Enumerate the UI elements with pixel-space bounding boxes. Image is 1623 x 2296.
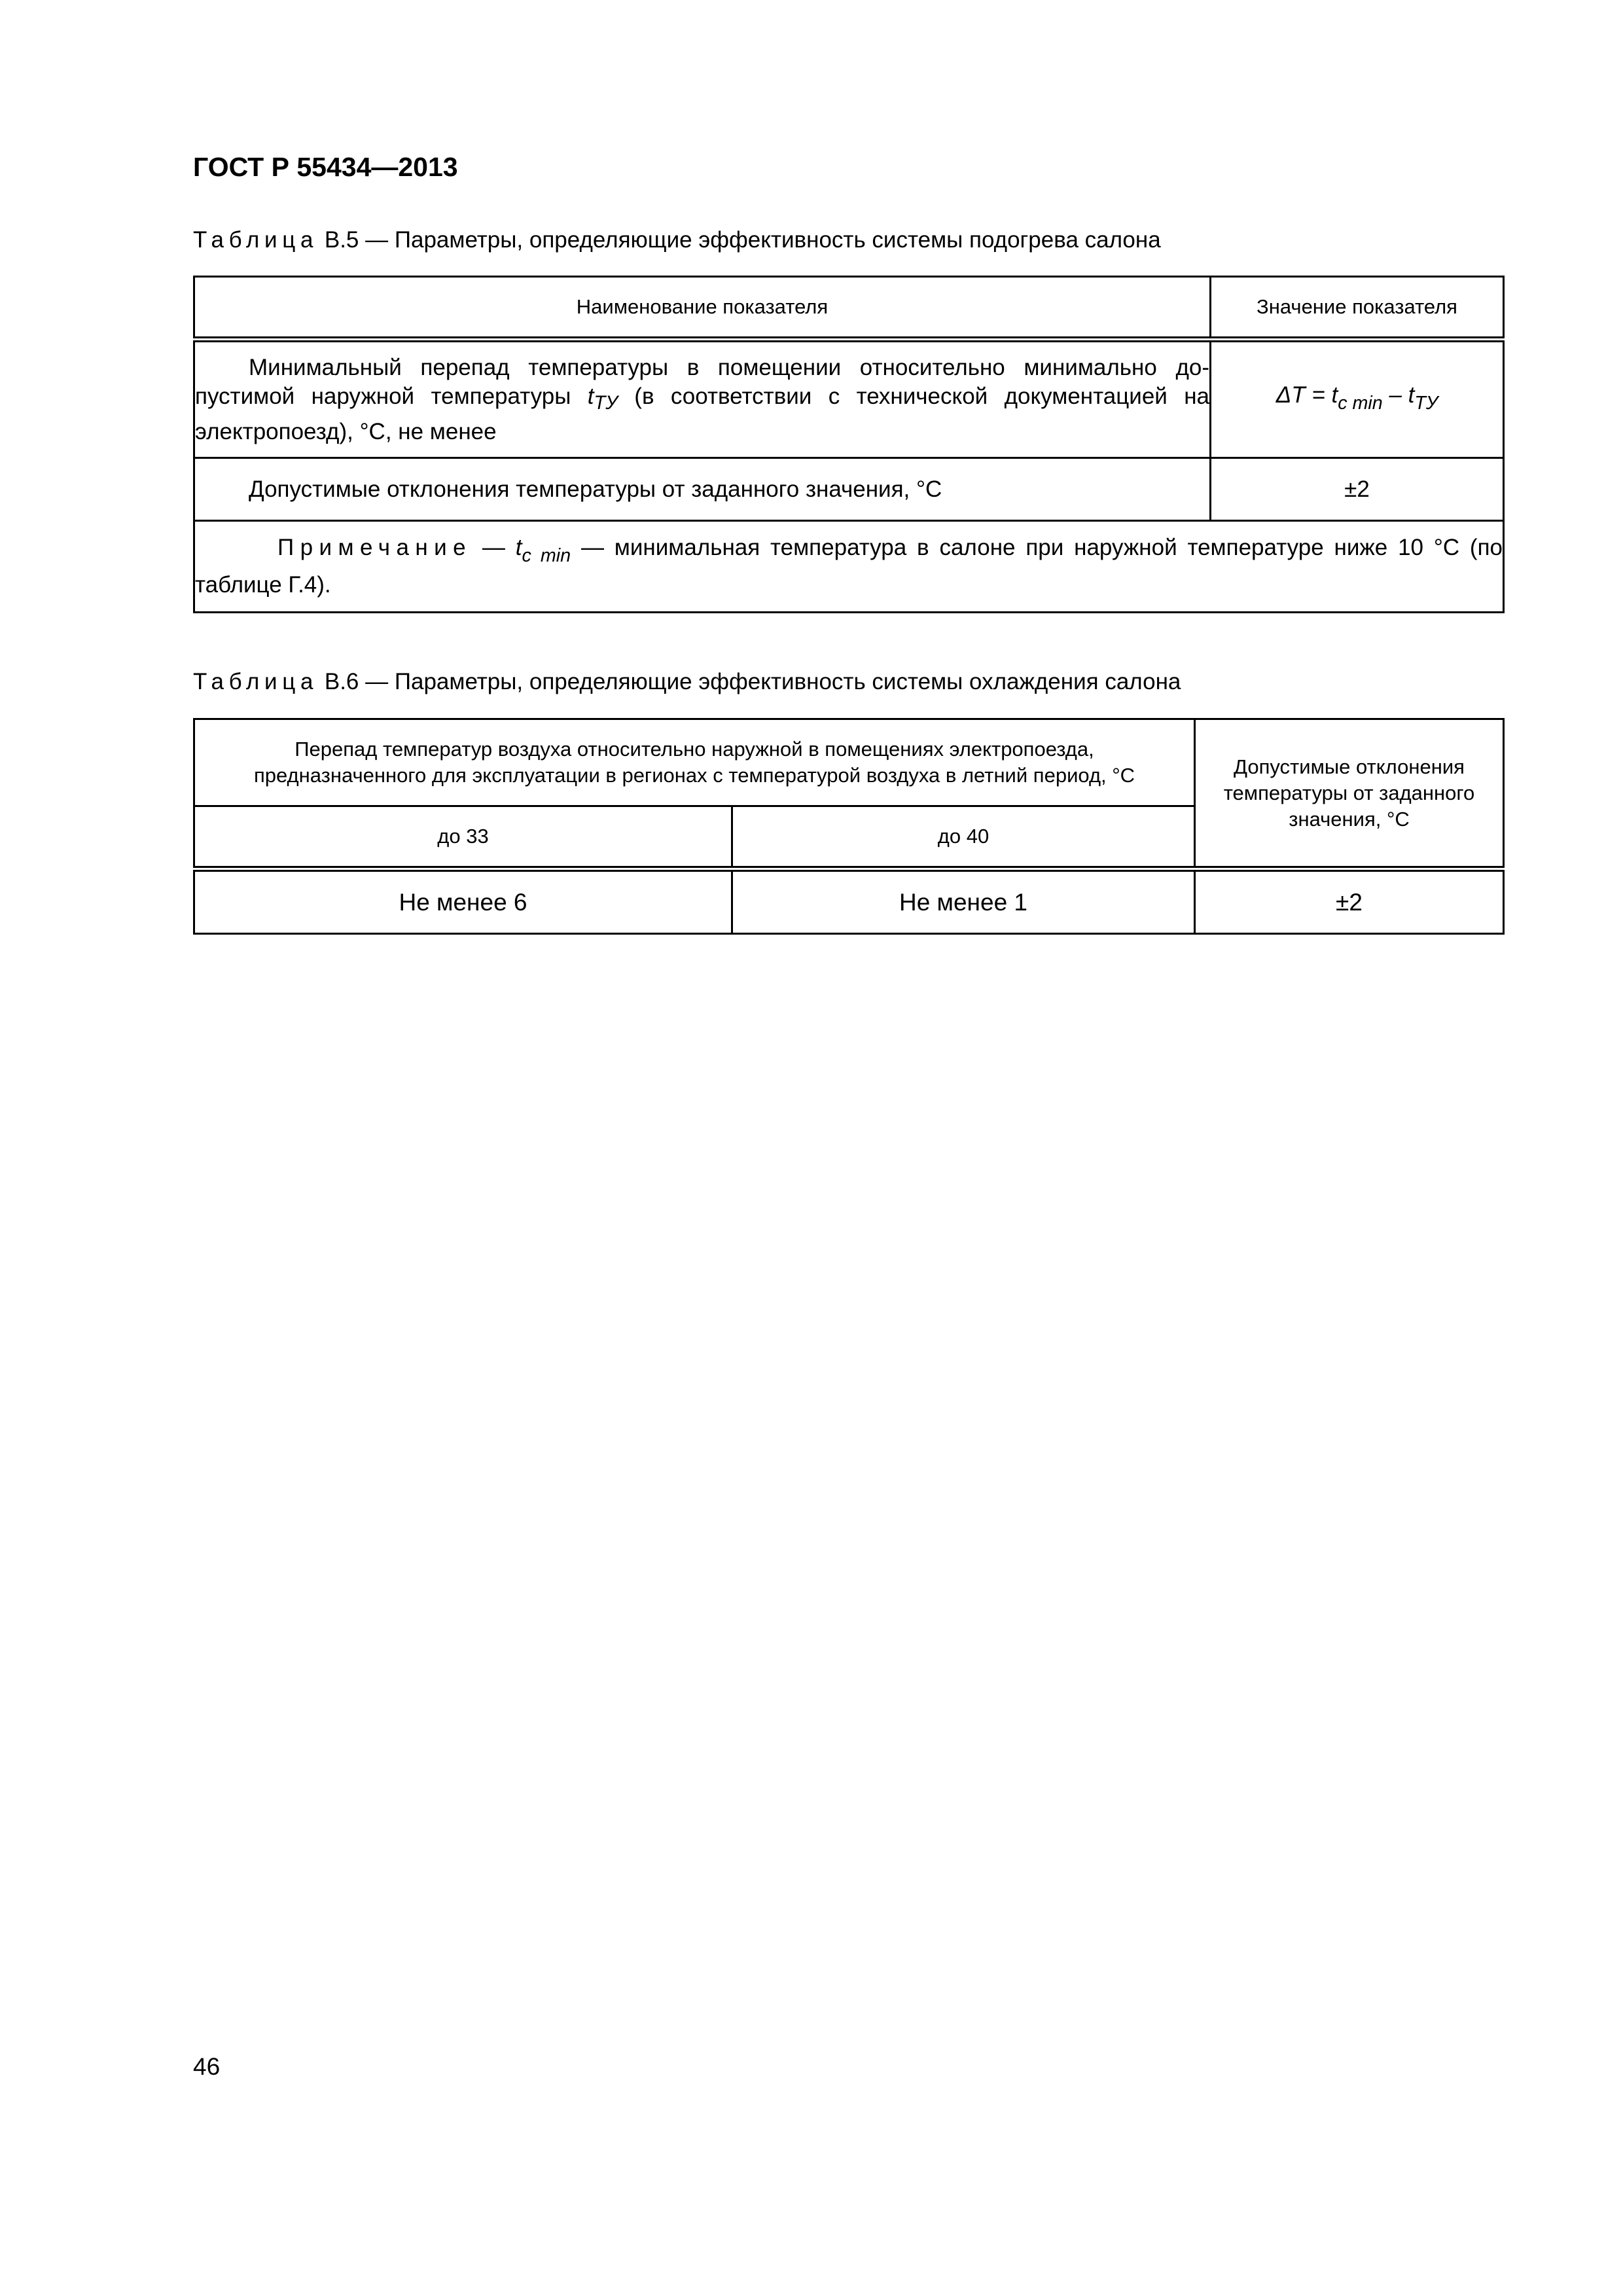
table-row [194,340,1504,458]
document-standard-number: ГОСТ Р 55434—2013 [193,152,458,182]
table-b6-subheader-33: до 33 [194,806,732,869]
table-b5-note-row [194,521,1504,613]
table-b6 [193,718,1505,935]
table-b5-caption-word: Таблица [193,227,319,253]
table-b6-header-main: Перепад температур воздуха относительно наружной в помещениях электропоезда, предназначенного для эксплуатации в регионах с температурой воздуха в летний период, °С [194,719,1195,806]
note-label: Примечание [277,535,473,561]
table-b6-caption-word: Таблица [193,669,319,694]
table-b5-row1-formula: $\Delta T = t_{с min} - t_{ТУ}$ [1211,340,1504,458]
table-b6-value-40: Не менее 1 [732,869,1195,934]
table-b6-value-deviation: ±2 [1195,869,1504,934]
table-b6-value-33: Не менее 6 [194,869,732,934]
table-b6-subheader-40: до 40 [732,806,1195,869]
table-b6-caption [193,669,1181,695]
table-b5 [193,276,1505,613]
table-b5-row1-description: Минимальный перепад температуры в помещении относительно минимально до-пустимой наружной температуры $t_{ТУ}$ (в соответствии с технической документацией на электропоезд), °С, не менее [194,340,1211,458]
table-b5-header-name: Наименование показателя [194,277,1211,340]
table-b5-caption [193,227,1161,253]
table-row [194,869,1504,934]
table-b6-header-deviation: Допустимые отклонения температуры от заданного значения, °С [1195,719,1504,869]
table-row [194,458,1504,521]
table-b5-header-value: Значение показателя [1211,277,1504,340]
table-b5-note: Примечание — $t_{с min}$ — минимальная температура в салоне при наружной температуре ниже 10 °С (по таблице Г.4). [194,521,1504,613]
page-number: 46 [193,2053,221,2080]
table-b5-caption-text: В.5 — Параметры, определяющие эффективность системы подогрева салона [318,227,1161,253]
table-b5-row2-description: Допустимые отклонения температуры от заданного значения, °С [194,458,1211,521]
table-b6-caption-text: В.6 — Параметры, определяющие эффективность системы охлаждения салона [318,669,1181,694]
table-b5-row2-value: ±2 [1211,458,1504,521]
